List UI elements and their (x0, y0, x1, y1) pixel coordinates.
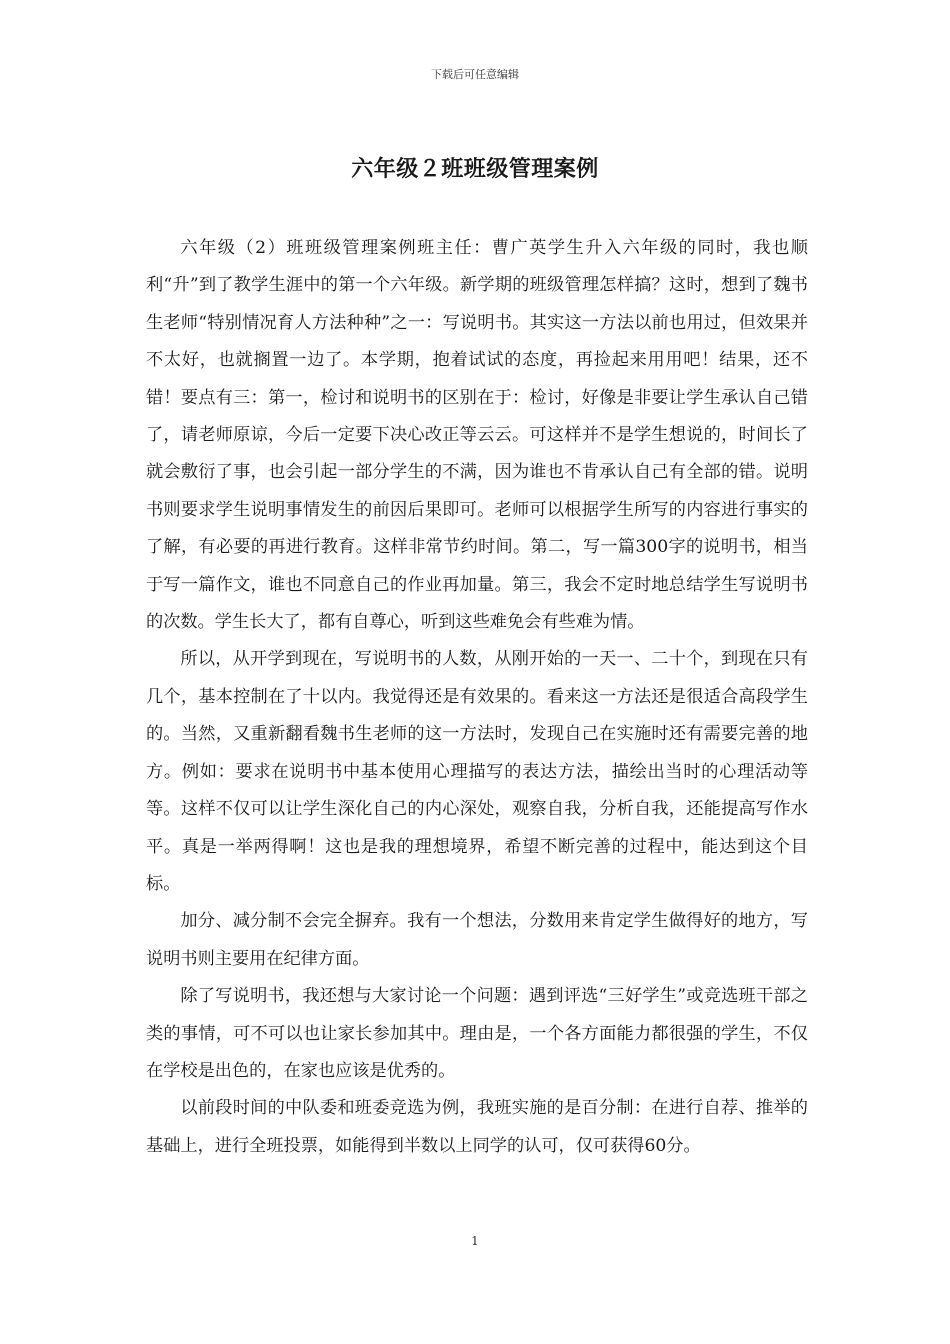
header-note: 下载后可任意编辑 (431, 68, 519, 81)
document-body (146, 230, 808, 1165)
document-title: 六年级２班班级管理案例 (351, 157, 599, 182)
paragraph-2: 所以，从开学到现在，写说明书的人数，从刚开始的一天一、二十个，到现在只有几个，基本控制在了十以内。我觉得还是有效果的。看来这一方法还是很适合高段学生的。当然，又重新翻看魏书生老师的这一方法时，发现自己在实施时还有需要完善的地方。例如：要求在说明书中基本使用心理描写的表达方法，描绘出当时的心理活动等等。这样不仅可以让学生深化自己的内心深处，观察自我，分析自我，还能提高写作水平。真是一举两得啊！这也是我的理想境界，希望不断完善的过程中，能达到这个目标。 (146, 649, 808, 894)
paragraph-3: 加分、减分制不会完全摒弃。我有一个想法，分数用来肯定学生做得好的地方，写说明书则主要用在纪律方面。 (146, 911, 808, 969)
paragraph-1: 六年级（2）班班级管理案例班主任：曹广英学生升入六年级的同时，我也顺利“升”到了教学生涯中的第一个六年级。新学期的班级管理怎样搞？这时，想到了魏书生老师“特别情况育人方法种种”之一：写说明书。其实这一方法以前也用过，但效果并不太好，也就搁置一边了。本学期，抱着试试的态度，再捡起来用用吧！结果，还不错！要点有三：第一，检讨和说明书的区别在于：检讨，好像是非要让学生承认自己错了，请老师原谅，今后一定要下决心改正等云云。可这样并不是学生想说的，时间长了就会敷衍了事，也会引起一部分学生的不满，因为谁也不肯承认自己有全部的错。说明书则要求学生说明事情发生的前因后果即可。老师可以根据学生所写的内容进行事实的了解，有必要的再进行教育。这样非常节约时间。第二，写一篇300字的说明书，相当于写一篇作文，谁也不同意自己的作业再加量。第三，我会不定时地总结学生写说明书的次数。学生长大了，都有自尊心，听到这些难免会有些难为情。 (146, 238, 808, 633)
paragraph-5: 以前段时间的中队委和班委竞选为例，我班实施的是百分制：在进行自荐、推举的基础上，进行全班投票，如能得到半数以上同学的认可，仅可获得60分。 (146, 1098, 808, 1156)
paragraph-4: 除了写说明书，我还想与大家讨论一个问题：遇到评选“三好学生”或竞选班干部之类的事情，可不可以也让家长参加其中。理由是，一个各方面能力都很强的学生，不仅在学校是出色的，在家也应该是优秀的。 (146, 986, 808, 1081)
page-number: 1 (471, 1234, 479, 1248)
